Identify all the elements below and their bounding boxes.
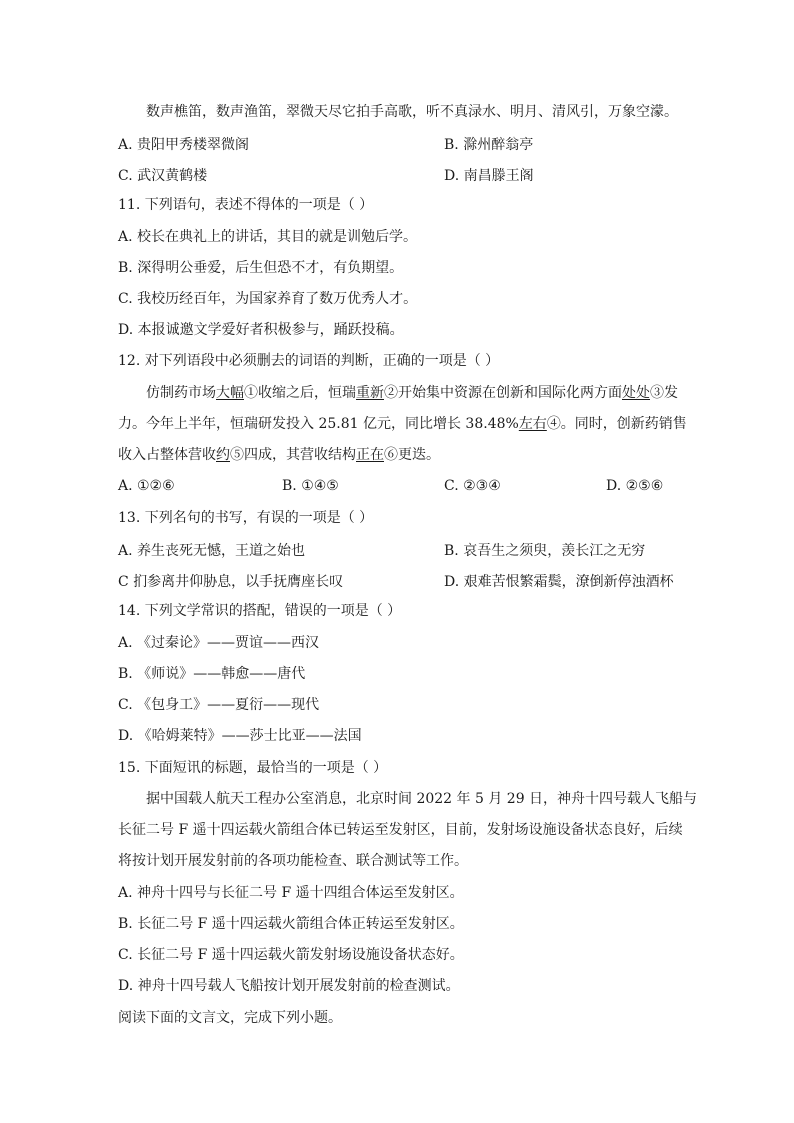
- q10-option-b: B. 滁州醉翁亭: [444, 137, 534, 153]
- q11-stem: 11. 下列语句，表述不得体的一项是（ ）: [118, 197, 374, 213]
- reading-instruction: 阅读下面的文言文，完成下列小题。: [118, 1010, 342, 1026]
- q13-option-a: A. 养生丧死无憾，王道之始也: [118, 543, 306, 559]
- q14-option-b: B. 《师说》——韩愈——唐代: [118, 666, 306, 682]
- q12-option-d: D. ②⑤⑥: [606, 478, 664, 494]
- q10-options-row-2: [118, 165, 678, 183]
- q11-option-c: C. 我校历经百年，为国家养育了数万优秀人才。: [118, 291, 418, 307]
- q12-option-b: B. ①④⑤: [282, 478, 339, 494]
- q14-option-d: D. 《哈姆莱特》——莎士比亚——法国: [118, 728, 362, 744]
- q15-option-b: B. 长征二号 F 遥十四运载火箭组合体正转运至发射区。: [118, 916, 464, 932]
- q12-passage-line-2: 力。今年上半年，恒瑞研发投入 25.81 亿元，同比增长 38.48%左右④。同时，创新药销售: [118, 416, 687, 432]
- q15-option-d: D. 神舟十四号载人飞船按计划开展发射前的检查测试。: [118, 978, 460, 994]
- q13-options-row-1: [118, 540, 678, 558]
- q15-passage-line-2: 长征二号 F 遥十四运载火箭组合体已转运至发射区，目前，发射场设施设备状态良好，后续: [118, 822, 683, 838]
- q15-passage-line-3: 将按计划开展发射前的各项功能检查、联合测试等工作。: [118, 853, 468, 869]
- q10-option-d: D. 南昌滕王阁: [444, 168, 534, 184]
- q12-passage-line-1: 仿制药市场大幅①收缩之后，恒瑞重新②开始集中资源在创新和国际化两方面处处③发: [146, 385, 678, 401]
- q13-option-d: D. 艰难苦恨繁霜鬓，潦倒新停浊酒杯: [444, 574, 674, 590]
- q12-option-c: C. ②③④: [444, 478, 501, 494]
- q13-option-c: C 扪参离井仰胁息，以手抚膺座长叹: [118, 574, 344, 590]
- q12-stem: 12. 对下列语段中必须删去的词语的判断，正确的一项是（ ）: [118, 353, 500, 369]
- q10-passage-tail: 数声樵笛，数声渔笛，翠微天尽它拍手高歌，听不真渌水、明月、清风引，万象空濛。: [146, 104, 678, 120]
- q15-option-a: A. 神舟十四号与长征二号 F 遥十四组合体运至发射区。: [118, 885, 464, 901]
- q14-stem: 14. 下列文学常识的搭配，错误的一项是（ ）: [118, 603, 402, 619]
- q14-option-c: C. 《包身工》——夏衍——现代: [118, 697, 320, 713]
- q13-options-row-2: [118, 571, 678, 589]
- q12-option-a: A. ①②⑥: [118, 478, 175, 494]
- q12-passage-line-3: 收入占整体营收约⑤四成，其营收结构正在⑥更迭。: [118, 447, 440, 463]
- q11-option-d: D. 本报诚邀文学爱好者积极参与，踊跃投稿。: [118, 322, 404, 338]
- q10-options-row-1: [118, 134, 678, 152]
- q11-option-a: A. 校长在典礼上的讲话，其目的就是训勉后学。: [118, 229, 418, 245]
- q15-stem: 15. 下面短讯的标题，最恰当的一项是（ ）: [118, 760, 388, 776]
- q12-options-row: [118, 478, 678, 496]
- q15-option-c: C. 长征二号 F 遥十四运载火箭发射场设施设备状态好。: [118, 947, 464, 963]
- q13-option-b: B. 哀吾生之须臾，羡长江之无穷: [444, 543, 646, 559]
- q11-option-b: B. 深得明公垂爱，后生但恐不才，有负期望。: [118, 260, 404, 276]
- q10-option-c: C. 武汉黄鹤楼: [118, 168, 208, 184]
- q14-option-a: A. 《过秦论》——贾谊——西汉: [118, 635, 320, 651]
- q10-option-a: A. 贵阳甲秀楼翠微阁: [118, 137, 250, 153]
- q15-passage-line-1: 据中国载人航天工程办公室消息，北京时间 2022 年 5 月 29 日，神舟十四号载人飞船与: [146, 791, 698, 807]
- q13-stem: 13. 下列名句的书写，有误的一项是（ ）: [118, 510, 374, 526]
